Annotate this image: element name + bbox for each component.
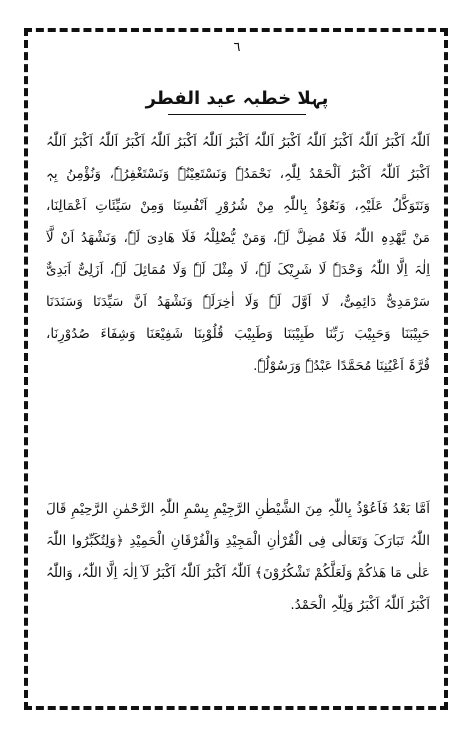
text-line: اَللّٰہُ اَکْبَرُ اَللّٰہُ اَکْبَرُ اَللّٰہُ اَکْبَرُ اَللّٰہُ اَکْبَرُ اَللّٰہُ اَکْبَرُ اَللّٰہُ اَکْبَرُ اَللّٰہُ اَکْبَرُ اَللّٰہُ bbox=[46, 134, 430, 150]
text-line: قُرَّۃَ اَعْیُنِنَا مُحَمَّدًا عَبْدُہٗ وَرَسُوْلُہٗ. bbox=[253, 358, 430, 374]
page-title: پہلا خطبہ عید الفطر bbox=[145, 88, 329, 109]
text-line: مَنْ یَّھْدِہِ اللّٰہُ فَلَا مُضِلَّ لَہٗ، وَمَنْ یُّضْلِلْہُ فَلَا ھَادِیَ لَہٗ، وَنَشْھَدُ اَنْ لَّآ bbox=[46, 230, 430, 246]
text-line: اَکْبَرُ اَللّٰہُ اَکْبَرُ اَلْحَمْدُ لِلّٰہِ، نَحْمَدُہٗ وَنَسْتَعِیْنُہٗ وَنَسْتَغْفِرُہٗ، وَنُؤْمِنُ بِہٖ bbox=[46, 166, 430, 182]
page-number: ٦ bbox=[233, 40, 241, 55]
opening-paragraph bbox=[46, 126, 430, 382]
text-line: اِلٰہَ اِلَّا اللّٰہُ وَحْدَہٗ لَا شَرِیْکَ لَہٗ، لَا مِثْلَ لَہٗ وَلَا مُمَاثِلَ لَہٗ، اَزَلِیٌّ اَبَدِیٌّ bbox=[46, 262, 430, 278]
text-line: اللّٰہُ تَبَارَکَ وَتَعَالٰی فِی الْقُرْاٰنِ الْمَجِیْدِ وَالْفُرْقَانِ الْحَمِیْدِ ﴿وَلِتُکَبِّرُوا اللّٰہَ bbox=[46, 533, 430, 549]
title-underline bbox=[168, 114, 306, 115]
second-paragraph bbox=[46, 493, 430, 621]
text-line: عَلٰی مَا ھَدٰکُمْ وَلَعَلَّکُمْ تَشْکُرُوْنَ﴾ اَللّٰہُ اَکْبَرُ اَللّٰہُ اَکْبَرُ لَآ اِلٰہَ اِلَّا اللّٰہُ، وَاللّٰہُ bbox=[46, 565, 430, 581]
text-line: اَمَّا بَعْدُ فَاَعُوْذُ بِاللّٰہِ مِنَ الشَّیْطٰنِ الرَّجِیْمِ بِسْمِ اللّٰہِ الرَّحْمٰنِ الرَّحِیْمِ قَالَ bbox=[46, 501, 430, 517]
text-line: سَرْمَدِیٌّ دَائِمِیٌّ، لَا اَوَّلَ لَہٗ وَلَا اٰخِرَلَہٗ وَنَشْھَدُ اَنَّ سَیِّدَنَا وَسَنَدَنَا bbox=[46, 294, 430, 310]
text-line: حَبِیْبَنَا وَحَبِیْبَ رَبِّنَا طَبِیْبَنَا وَطَبِیْبَ قُلُوْبِنَا شَفِیْعَنَا وَشِفَاءَ صُدُوْرِنَا، bbox=[46, 326, 430, 342]
text-line: اَکْبَرُ اَللّٰہُ اَکْبَرُ وَلِلّٰہِ الْحَمْدُ. bbox=[290, 597, 430, 613]
text-line: وَنَتَوَکَّلُ عَلَیْہِ، وَنَعُوْذُ بِاللّٰہِ مِنْ شُرُوْرِ اَنْفُسِنَا وَمِنْ سَیِّئَاتِ اَعْمَالِنَا، bbox=[46, 198, 430, 214]
